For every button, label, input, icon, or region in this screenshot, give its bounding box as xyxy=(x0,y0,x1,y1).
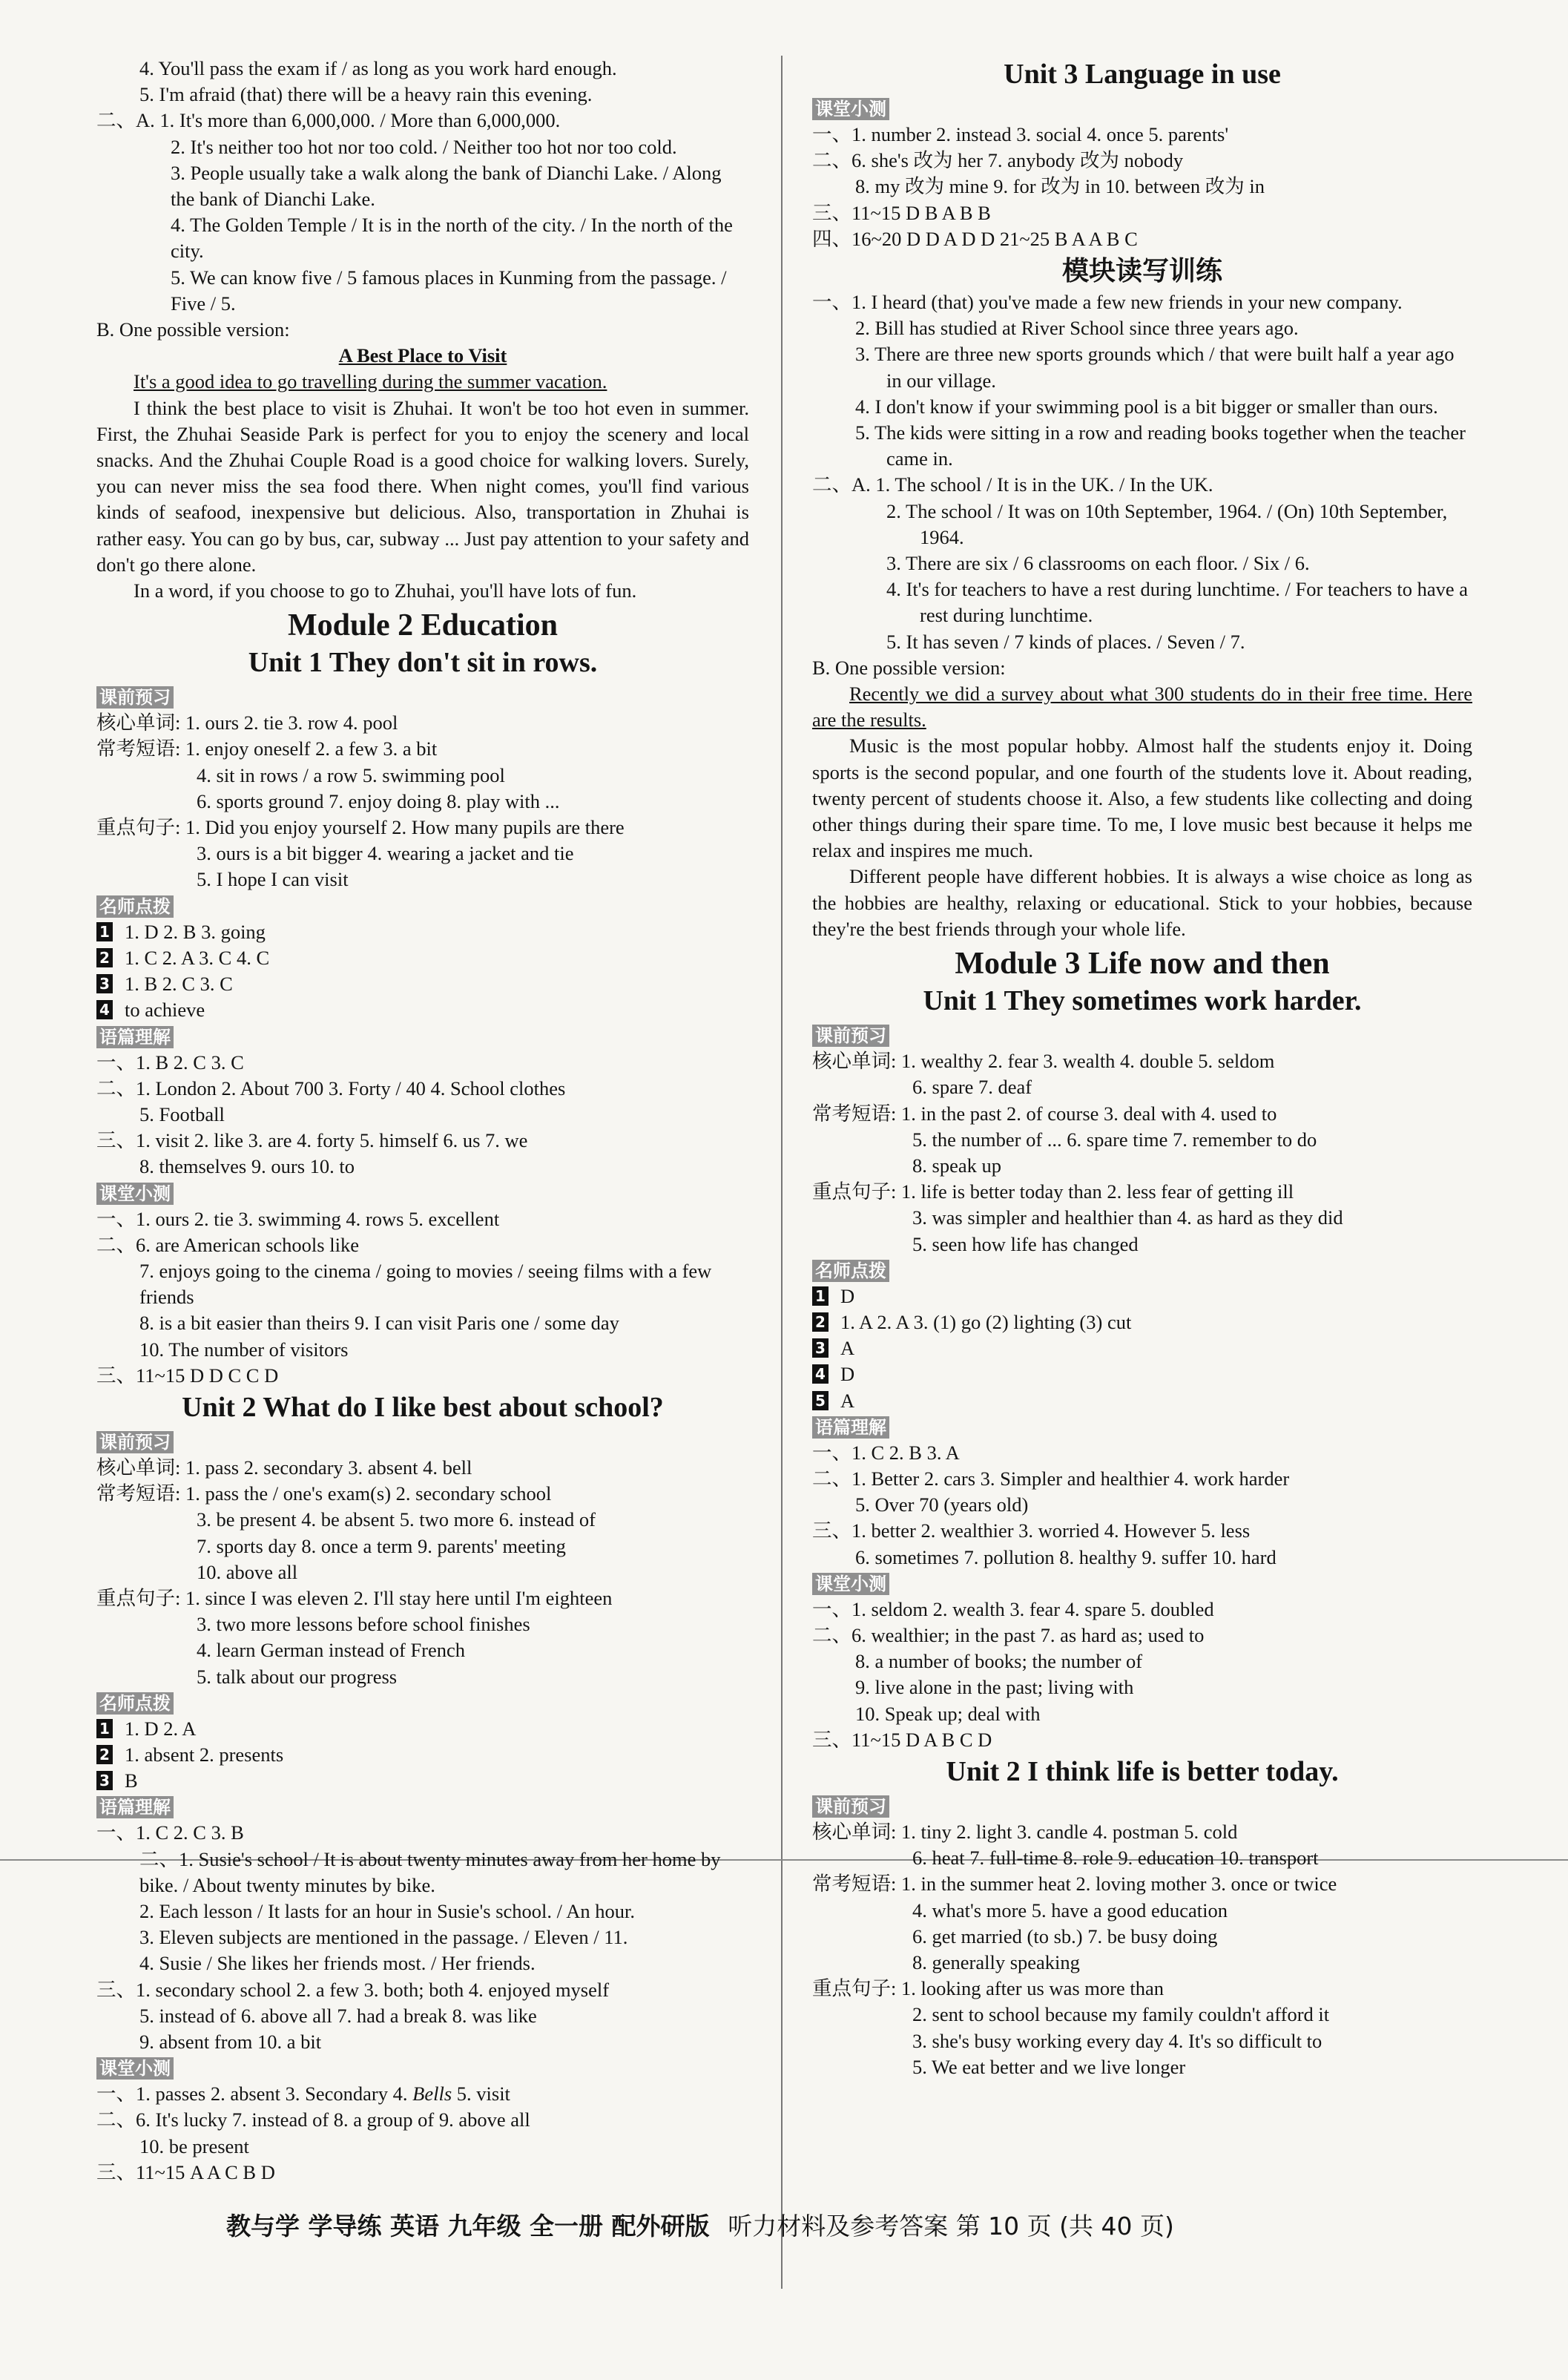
answer-line: 5. the number of ... 6. spare time 7. remember to do xyxy=(912,1128,1317,1151)
answer-line: 一、1. passes 2. absent 3. Secondary 4. Bells 5. visit xyxy=(96,2082,510,2105)
unit-title: Unit 1 They don't sit in rows. xyxy=(248,647,598,679)
answer-line: 7. sports day 8. once a term 9. parents' meeting xyxy=(197,1534,566,1557)
answer-line: 5. seen how life has changed xyxy=(912,1232,1139,1255)
answer-line: 3. People usually take a walk along the bank of Dianchi Lake. / Along the bank of Dianchi Lake. xyxy=(171,161,722,211)
item-number-badge: 2 xyxy=(96,948,113,967)
answer-line: 3. was simpler and healthier than 4. as hard as they did xyxy=(912,1206,1343,1229)
answer-line: 8. is a bit easier than theirs 9. I can visit Paris one / some day xyxy=(139,1312,619,1335)
answer-line: 一、1. ours 2. tie 3. swimming 4. rows 5. excellent xyxy=(96,1207,500,1230)
answer-line: 1. C 2. A 3. C 4. C xyxy=(125,946,270,969)
answer-line: 10. Speak up; deal with xyxy=(855,1702,1041,1725)
answer-line: 10. be present xyxy=(139,2134,249,2157)
answer-line: 二、6. wealthier; in the past 7. as hard as; used to xyxy=(812,1623,1205,1646)
answer-line: D xyxy=(840,1284,855,1307)
answer-line: 三、1. secondary school 2. a few 3. both; both 4. enjoyed myself xyxy=(96,1978,610,2001)
item-number-badge: 3 xyxy=(96,974,113,993)
answer-line: 二、1. London 2. About 700 3. Forty / 40 4. School clothes xyxy=(96,1076,566,1099)
answer-line: 二、6. she's 改为 her 7. anybody 改为 nobody xyxy=(812,149,1184,172)
answer-line: 7. enjoys going to the cinema / going to movies / seeing films with a few friends xyxy=(139,1259,712,1309)
answer-line: 2. Each lesson / It lasts for an hour in Susie's school. / An hour. xyxy=(139,1899,635,1922)
essay-lead: It's a good idea to go travelling during the summer vacation. xyxy=(134,370,607,393)
answer-line: 一、1. C 2. B 3. A xyxy=(812,1441,960,1464)
answer-line: 10. above all xyxy=(197,1560,298,1583)
answer-line: 1. D 2. A xyxy=(125,1717,197,1740)
answer-line: 2. It's neither too hot nor too cold. / Neither too hot nor too cold. xyxy=(171,135,677,158)
answer-line: 重点句子: 1. looking after us was more than xyxy=(812,1977,1164,2000)
item-number-badge: 4 xyxy=(812,1364,829,1384)
answer-line: A xyxy=(840,1337,855,1360)
answer-line: 三、11~15 A A C B D xyxy=(96,2160,275,2183)
answer-line: A xyxy=(840,1389,855,1412)
answer-line: 二、A. 1. The school / It is in the UK. / In the UK. xyxy=(812,473,1213,496)
answer-line: 四、16~20 D D A D D 21~25 B A A B C xyxy=(812,227,1138,250)
answer-line: 5. We eat better and we live longer xyxy=(912,2055,1186,2078)
section-tag: 名师点拨 xyxy=(96,1692,174,1715)
answer-line: 8. a number of books; the number of xyxy=(855,1650,1143,1673)
answer-line: 4. Susie / She likes her friends most. / Her friends. xyxy=(139,1952,536,1975)
item-number-badge: 5 xyxy=(812,1391,829,1410)
answer-line: 3. two more lessons before school finishes xyxy=(197,1613,530,1636)
section-tag: 课堂小测 xyxy=(812,1573,889,1595)
footer-page-info: 听力材料及参考答案 第 10 页 (共 40 页) xyxy=(728,2212,1174,2241)
answer-line: 2. sent to school because my family couldn't afford it xyxy=(912,2003,1330,2026)
item-number-badge: 4 xyxy=(96,1000,113,1019)
answer-line: 1. D 2. B 3. going xyxy=(125,920,266,943)
answer-line: 8. my 改为 mine 9. for 改为 in 10. between 改为 in xyxy=(855,175,1265,198)
section-tag: 课前预习 xyxy=(96,686,174,709)
section-title: 模块读写训练 xyxy=(1061,256,1222,286)
section-tag: 名师点拨 xyxy=(96,895,174,918)
answer-line: 6. spare 7. deaf xyxy=(912,1076,1032,1099)
section-tag: 课前预习 xyxy=(96,1431,174,1453)
essay-paragraph: Different people have different hobbies. It is always a wise choice as long as the hobbies are healthy, relaxing or educational. Stick to your hobbies, because they're the best friends through your whole life. xyxy=(812,865,1472,940)
answer-line: 10. The number of visitors xyxy=(139,1338,349,1361)
answer-line: 4. I don't know if your swimming pool is a bit bigger or smaller than ours. xyxy=(855,395,1438,418)
item-number-badge: 3 xyxy=(96,1771,113,1790)
answer-line: B. One possible version: xyxy=(812,656,1006,679)
section-tag: 语篇理解 xyxy=(812,1416,889,1439)
left-column xyxy=(96,56,749,2186)
item-number-badge: 1 xyxy=(96,922,113,941)
answer-line: 二、1. Better 2. cars 3. Simpler and healthier 4. work harder xyxy=(812,1467,1290,1490)
section-tag: 课堂小测 xyxy=(96,1183,174,1205)
answer-line: 5. Over 70 (years old) xyxy=(855,1493,1029,1516)
essay-paragraph: I think the best place to visit is Zhuhai. It won't be too hot even in summer. First, the Zhuhai Seaside Park is perfect for you to enjoy the scenery and local snacks. And the Zhuhai Couple Road is a good choice for walking lovers. Surely, you can never miss the sea food there. When night comes, you'll find various kinds of seafood, inexpensive but delicious. Also, transportation in Zhuhai is rather easy. You can go by bus, car, subway ... Just pay attention to your safety and don't go there alone. xyxy=(96,396,749,576)
section-tag: 语篇理解 xyxy=(96,1026,174,1048)
essay-lead: Recently we did a survey about what 300 students do in their free time. Here are the results. xyxy=(812,683,1472,732)
essay-paragraph: In a word, if you choose to go to Zhuhai, you'll have lots of fun. xyxy=(134,579,637,602)
answer-line: 1. absent 2. presents xyxy=(125,1743,284,1766)
answer-line: 5. I hope I can visit xyxy=(197,868,349,891)
module-title: Module 3 Life now and then xyxy=(955,947,1330,982)
section-tag: 课堂小测 xyxy=(96,2057,174,2080)
answer-line: 核心单词: 1. tiny 2. light 3. candle 4. postman 5. cold xyxy=(812,1820,1238,1843)
answer-line: 3. ours is a bit bigger 4. wearing a jacket and tie xyxy=(197,842,574,865)
page-footer xyxy=(226,2207,1174,2242)
answer-line: 一、1. number 2. instead 3. social 4. once 5. parents' xyxy=(812,123,1229,145)
item-number-badge: 2 xyxy=(96,1745,113,1764)
item-number-badge: 2 xyxy=(812,1312,829,1332)
answer-line: 3. be present 4. be absent 5. two more 6. instead of xyxy=(197,1508,596,1531)
answer-line: 3. There are six / 6 classrooms on each floor. / Six / 6. xyxy=(886,552,1310,575)
answer-line: B xyxy=(125,1769,138,1792)
answer-line: 3. she's busy working every day 4. It's so difficult to xyxy=(912,2029,1322,2052)
answer-line: 5. The kids were sitting in a row and reading books together when the teacher came in. xyxy=(855,421,1466,470)
answer-line: 重点句子: 1. Did you enjoy yourself 2. How many pupils are there xyxy=(96,816,625,839)
item-number-badge: 1 xyxy=(96,1719,113,1738)
section-tag: 名师点拨 xyxy=(812,1260,889,1282)
answer-line: 3. There are three new sports grounds which / that were built half a year ago in our village. xyxy=(855,343,1455,392)
answer-line: 一、1. C 2. C 3. B xyxy=(96,1821,244,1844)
answer-line: 重点句子: 1. life is better today than 2. less fear of getting ill xyxy=(812,1180,1294,1203)
answer-line: 4. The Golden Temple / It is in the north of the city. / In the north of the city. xyxy=(171,214,733,263)
answer-line: 5. We can know five / 5 famous places in Kunming from the passage. / Five / 5. xyxy=(171,266,727,315)
section-tag: 课前预习 xyxy=(812,1795,889,1818)
answer-line: 核心单词: 1. pass 2. secondary 3. absent 4. bell xyxy=(96,1456,472,1479)
answer-line: 5. instead of 6. above all 7. had a break 8. was like xyxy=(139,2004,537,2027)
section-tag: 课堂小测 xyxy=(812,98,889,120)
answer-line: 4. what's more 5. have a good education xyxy=(912,1899,1228,1922)
answer-line: 二、1. Susie's school / It is about twenty minutes away from her home by bike. / About twenty minutes by bike. xyxy=(139,1847,721,1896)
answer-line: 二、6. are American schools like xyxy=(96,1233,359,1256)
footer-book-info: 教与学 学导练 英语 九年级 全一册 配外研版 xyxy=(226,2212,710,2241)
answer-line: 5. Football xyxy=(139,1102,225,1125)
answer-line: 一、1. seldom 2. wealth 3. fear 4. spare 5. doubled xyxy=(812,1597,1214,1620)
answer-line: 6. get married (to sb.) 7. be busy doing xyxy=(912,1924,1218,1947)
answer-line: 常考短语: 1. in the summer heat 2. loving mother 3. once or twice xyxy=(812,1873,1337,1896)
answer-line: 1. B 2. C 3. C xyxy=(125,973,233,996)
answer-line: 一、1. I heard (that) you've made a few new friends in your new company. xyxy=(812,291,1403,314)
column-divider xyxy=(781,56,783,2289)
answer-line: 常考短语: 1. in the past 2. of course 3. deal with 4. used to xyxy=(812,1102,1277,1125)
answer-line: 三、11~15 D D C C D xyxy=(96,1364,279,1387)
answer-line: 常考短语: 1. pass the / one's exam(s) 2. secondary school xyxy=(96,1482,552,1505)
answer-line: B. One possible version: xyxy=(96,318,290,341)
answer-line: 三、1. visit 2. like 3. are 4. forty 5. himself 6. us 7. we xyxy=(96,1129,528,1152)
answer-line: 三、11~15 D B A B B xyxy=(812,201,991,224)
answer-line: 核心单词: 1. ours 2. tie 3. row 4. pool xyxy=(96,711,398,734)
answer-line: 4. It's for teachers to have a rest during lunchtime. / For teachers to have a rest during lunchtime. xyxy=(886,578,1469,627)
answer-line: 5. talk about our progress xyxy=(197,1665,398,1688)
answer-line: 6. sometimes 7. pollution 8. healthy 9. suffer 10. hard xyxy=(855,1545,1277,1568)
answer-line: to achieve xyxy=(125,999,205,1022)
answer-line: 核心单词: 1. wealthy 2. fear 3. wealth 4. double 5. seldom xyxy=(812,1050,1275,1073)
answer-line: 8. generally speaking xyxy=(912,1950,1080,1973)
answer-line: 4. sit in rows / a row 5. swimming pool xyxy=(197,763,505,786)
unit-title: Unit 1 They sometimes work harder. xyxy=(923,985,1362,1017)
answer-line: 2. Bill has studied at River School since three years ago. xyxy=(855,317,1299,340)
unit-title: Unit 2 I think life is better today. xyxy=(946,1755,1339,1787)
unit-title: Unit 3 Language in use xyxy=(1004,59,1281,90)
right-column xyxy=(812,56,1472,2080)
section-tag: 语篇理解 xyxy=(96,1796,174,1818)
answer-line: 9. absent from 10. a bit xyxy=(139,2031,322,2053)
answer-line: 8. speak up xyxy=(912,1154,1001,1177)
answer-line: 4. You'll pass the exam if / as long as you work hard enough. xyxy=(139,57,617,79)
answer-line: 三、1. better 2. wealthier 3. worried 4. However 5. less xyxy=(812,1519,1251,1542)
item-number-badge: 3 xyxy=(812,1338,829,1358)
answer-line: 一、1. B 2. C 3. C xyxy=(96,1051,244,1074)
module-title: Module 2 Education xyxy=(287,608,559,643)
essay-title: A Best Place to Visit xyxy=(338,344,507,367)
unit-title: Unit 2 What do I like best about school? xyxy=(182,1391,664,1423)
answer-line: 二、A. 1. It's more than 6,000,000. / More than 6,000,000. xyxy=(96,109,561,132)
answer-line: 8. themselves 9. ours 10. to xyxy=(139,1155,355,1178)
answer-line: D xyxy=(840,1363,855,1386)
essay-paragraph: Music is the most popular hobby. Almost half the students enjoy it. Doing sports is the second popular, and one fourth of the students love it. About reading, twenty percent of students choose it. Also, a few students like collecting and doing other things during their spare time. To me, I love music best because it helps me relax and inspires me much. xyxy=(812,734,1472,862)
answer-line: 3. Eleven subjects are mentioned in the passage. / Eleven / 11. xyxy=(139,1926,628,1949)
answer-line: 6. heat 7. full-time 8. role 9. education 10. transport xyxy=(912,1847,1319,1870)
answer-line: 重点句子: 1. since I was eleven 2. I'll stay here until I'm eighteen xyxy=(96,1586,613,1609)
answer-line: 三、11~15 D A B C D xyxy=(812,1728,992,1751)
answer-line: 二、6. It's lucky 7. instead of 8. a group of 9. above all xyxy=(96,2108,530,2131)
answer-line: 常考短语: 1. enjoy oneself 2. a few 3. a bit xyxy=(96,737,438,760)
answer-line: 6. sports ground 7. enjoy doing 8. play with ... xyxy=(197,789,560,812)
item-number-badge: 1 xyxy=(812,1286,829,1306)
section-tag: 课前预习 xyxy=(812,1025,889,1047)
answer-line: 4. learn German instead of French xyxy=(197,1639,466,1662)
answer-line: 5. It has seven / 7 kinds of places. / Seven / 7. xyxy=(886,630,1245,653)
answer-line: 2. The school / It was on 10th September, 1964. / (On) 10th September, 1964. xyxy=(886,499,1448,548)
answer-line: 9. live alone in the past; living with xyxy=(855,1676,1134,1699)
answer-line: 5. I'm afraid (that) there will be a heavy rain this evening. xyxy=(139,83,593,106)
answer-line: 1. A 2. A 3. (1) go (2) lighting (3) cut xyxy=(840,1310,1132,1333)
